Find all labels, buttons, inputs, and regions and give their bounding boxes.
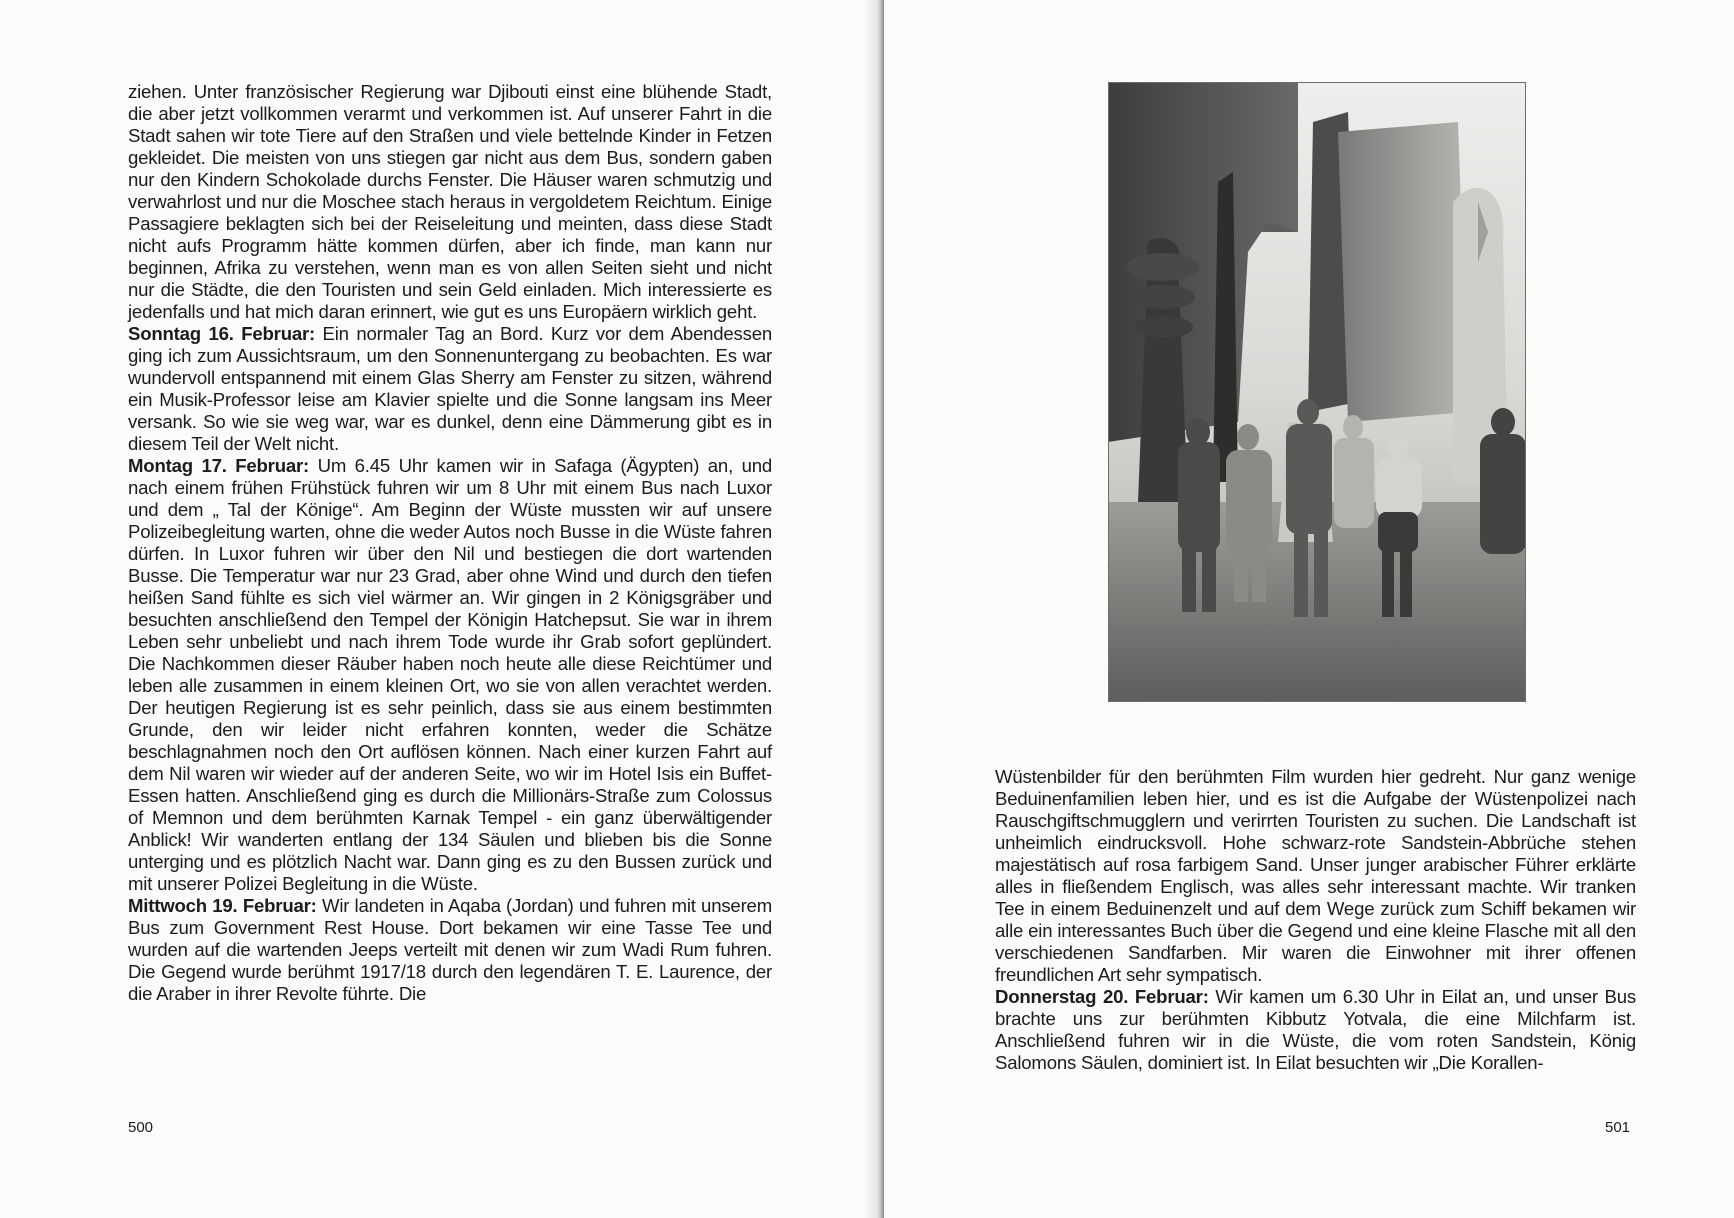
paragraph: ziehen. Unter französischer Regierung war Djibouti einst eine blühende Stadt, die aber jetzt vollkommen verarmt und verkommen ist. Auf unserer Fahrt in die Stadt sahen wir tote Tiere auf den Straßen und viele bettelnde Kinder in Fetzen gekleidet. Die meisten von uns stiegen gar nicht aus dem Bus, sondern gaben nur den Kindern Schokolade durchs Fenster. Die Häuser waren schmutzig und verwahrlost und nur die Moschee stach heraus in vergoldetem Reichtum. Einige Passagiere beklagten sich bei der Reiseleitung und meinten, dass diese Stadt nicht aufs Programm hätte kommen dürfen, aber ich finde, man kann nur beginnen, Afrika zu verstehen, wenn man es von allen Seiten sieht und nicht nur die Städte, die den Touristen und sein Geld einladen. Mich interessierte es jedenfalls und hat mich daran erinnert, wie gut es uns Europäern wirklich geht. bbox=[128, 81, 772, 322]
page-number-left: 500 bbox=[128, 1119, 154, 1136]
right-page-text bbox=[995, 766, 1636, 1074]
diary-entry-donnerstag: Donnerstag 20. Februar: Wir kamen um 6.30 Uhr in Eilat an, und unser Bus brachte uns zur berühmten Kibbutz Yotvala, die eine Milchfarm ist. Anschließend fuhren wir in die Wüste, die vom roten Sandstein, König Salomons Säulen, dominiert ist. In Eilat besuchten wir „Die Korallen- bbox=[995, 986, 1636, 1073]
diary-entry-mittwoch: Mittwoch 19. Februar: Wir landeten in Aqaba (Jordan) und fuhren mit unserem Bus zum Government Rest House. Dort bekamen wir eine Tasse Tee und wurden auf die wartenden Jeeps verteilt mit denen wir zum Wadi Rum fuhren. Die Gegend wurde berühmt 1917/18 durch den legendären T. E. Laurence, der die Araber in ihrer Revolte führte. Die bbox=[128, 895, 772, 1004]
page-number-right: 501 bbox=[1605, 1119, 1631, 1136]
temple-photo bbox=[1108, 82, 1526, 702]
entry-date: Donnerstag 20. Februar: bbox=[995, 986, 1209, 1007]
entry-date: Mittwoch 19. Februar: bbox=[128, 895, 317, 916]
entry-date: Montag 17. Februar: bbox=[128, 455, 310, 476]
diary-entry-sonntag: Sonntag 16. Februar: Ein normaler Tag an Bord. Kurz vor dem Abendessen ging ich zum Aussichtsraum, um den Sonnenuntergang zu beobachten. Es war wundervoll entspannend mit einem Glas Sherry am Fenster zu sitzen, während ein Musik-Professor leise am Klavier spielte und die Sonne langsam ins Meer versank. So wie sie weg war, war es dunkel, denn eine Dämmerung gibt es in diesem Teil der Welt nicht. bbox=[128, 323, 772, 454]
diary-entry-montag: Montag 17. Februar: Um 6.45 Uhr kamen wir in Safaga (Ägypten) an, und nach einem frühen Frühstück fuhren wir um 8 Uhr mit einem Bus nach Luxor und dem „ Tal der Könige“. Am Beginn der Wüste mussten wir auf unsere Polizeibegleitung warten, ohne die weder Autos noch Busse in die Wüste fahren dürfen. In Luxor fuhren wir über den Nil und bestiegen die dort wartenden Busse. Die Temperatur war nur 23 Grad, aber ohne Wind und durch den tiefen heißen Sand fühlte es sich viel wärmer an. Wir gingen in 2 Königsgräber und besuchten anschließend den Tempel der Königin Hatchepsut. Sie war in ihrem Leben sehr unbeliebt und nach ihrem Tode wurde ihr Grab sofort geplündert. Die Nachkommen dieser Räuber haben noch heute alle diese Reichtümer und leben alle zusammen in einem kleinen Ort, wo sie von allen verachtet werden. Der heutigen Regierung ist es sehr peinlich, dass sie aus einem bestimmten Grunde, den wir leider nicht erfahren konnten, weder die Schätze beschlagnahmen noch den Ort auflösen können. Nach einer kurzen Fahrt auf dem Nil waren wir wieder auf der anderen Seite, wo wir im Hotel Isis ein Buffet-Essen hatten. Anschließend ging es durch die Millionärs-Straße zum Colossus of Memnon und dem berühmten Karnak Tempel - ein ganz überwältigender Anblick! Wir wanderten entlang der 134 Säulen und blieben bis die Sonne unterging und es plötzlich Nacht war. Dann ging es zu den Bussen zurück und mit unserer Polizei Begleitung in die Wüste. bbox=[128, 455, 773, 894]
paragraph: Wüstenbilder für den berühmten Film wurden hier gedreht. Nur ganz wenige Beduinenfamilien leben hier, und es ist die Aufgabe der Wüstenpolizei nach Rauschgiftschmugglern und verirrten Touristen zu suchen. Die Landschaft ist unheimlich eindrucksvoll. Hohe schwarz-rote Sandstein-Abbrüche stehen majestätisch auf rosa farbigem Sand. Unser junger arabischer Führer erklärte alles in fließendem Englisch, was alles sehr interessant machte. Wir tranken Tee in einem Beduinenzelt und auf dem Wege zurück zum Schiff bekamen wir alle ein interessantes Buch über die Gegend und eine kleine Flasche mit all den verschiedenen Sandfarben. Mir waren die Einwohner mit ihrer offenen freundlichen Art sehr sympatisch. bbox=[995, 766, 1636, 985]
left-page-text bbox=[128, 81, 772, 1005]
entry-date: Sonntag 16. Februar: bbox=[128, 323, 316, 344]
